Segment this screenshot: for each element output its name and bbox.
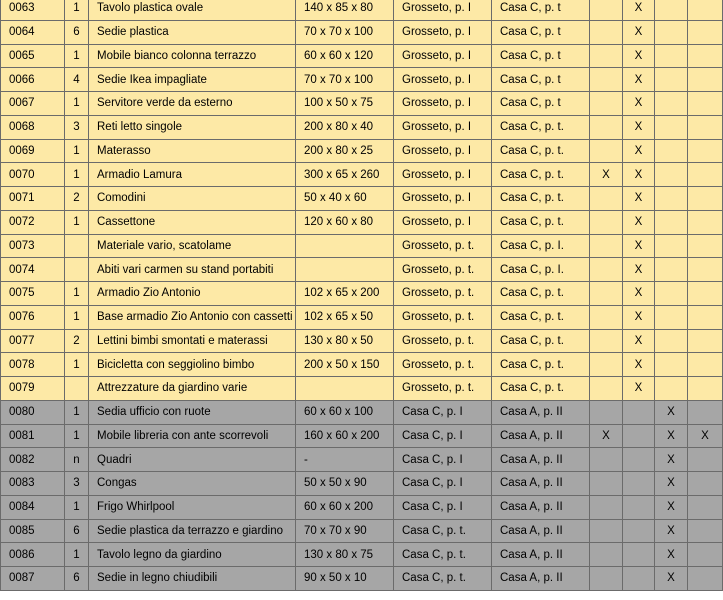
dimensions-cell: 50 x 40 x 60 [296,187,394,211]
table-row [1,567,723,591]
mark-column-1-cell [590,20,623,44]
mark-column-1-cell [590,377,623,401]
origin-location-cell: Casa C, p. I [394,472,492,496]
quantity-cell: 1 [65,495,89,519]
table-row [1,519,723,543]
description-cell: Materiale vario, scatolame [89,234,296,258]
quantity-cell: 1 [65,0,89,20]
quantity-cell: 4 [65,68,89,92]
dimensions-cell: 60 x 60 x 120 [296,44,394,68]
description-cell: Reti letto singole [89,115,296,139]
mark-column-2-cell: X [623,353,655,377]
item-code-cell: 0068 [1,115,65,139]
table-row [1,282,723,306]
mark-column-1-cell [590,353,623,377]
mark-column-3-cell [655,20,688,44]
mark-column-2-cell: X [623,305,655,329]
dimensions-cell: 300 x 65 x 260 [296,163,394,187]
table-row [1,353,723,377]
destination-location-cell: Casa C, p. t. [492,163,590,187]
origin-location-cell: Grosseto, p. t. [394,377,492,401]
destination-location-cell: Casa A, p. II [492,519,590,543]
item-code-cell: 0076 [1,305,65,329]
quantity-cell: 6 [65,519,89,543]
origin-location-cell: Grosseto, p. I [394,44,492,68]
description-cell: Sedie plastica [89,20,296,44]
mark-column-4-cell [688,543,723,567]
mark-column-3-cell [655,234,688,258]
mark-column-1-cell [590,139,623,163]
item-code-cell: 0065 [1,44,65,68]
description-cell: Armadio Lamura [89,163,296,187]
mark-column-2-cell: X [623,68,655,92]
dimensions-cell: 50 x 50 x 90 [296,472,394,496]
origin-location-cell: Grosseto, p. I [394,187,492,211]
dimensions-cell: 120 x 60 x 80 [296,210,394,234]
mark-column-4-cell [688,305,723,329]
mark-column-3-cell [655,139,688,163]
item-code-cell: 0082 [1,448,65,472]
destination-location-cell: Casa A, p. II [492,495,590,519]
item-code-cell: 0063 [1,0,65,20]
description-cell: Sedie in legno chiudibili [89,567,296,591]
mark-column-3-cell [655,68,688,92]
dimensions-cell: 200 x 50 x 150 [296,353,394,377]
item-code-cell: 0085 [1,519,65,543]
mark-column-3-cell: X [655,543,688,567]
dimensions-cell: 70 x 70 x 100 [296,68,394,92]
destination-location-cell: Casa A, p. II [492,567,590,591]
item-code-cell: 0081 [1,424,65,448]
mark-column-2-cell: X [623,187,655,211]
mark-column-2-cell: X [623,163,655,187]
mark-column-4-cell [688,472,723,496]
mark-column-1-cell [590,115,623,139]
table-row [1,495,723,519]
item-code-cell: 0072 [1,210,65,234]
table-row [1,329,723,353]
description-cell: Comodini [89,187,296,211]
mark-column-1-cell [590,495,623,519]
mark-column-1-cell: X [590,163,623,187]
item-code-cell: 0064 [1,20,65,44]
mark-column-1-cell [590,234,623,258]
item-code-cell: 0083 [1,472,65,496]
mark-column-4-cell [688,139,723,163]
description-cell: Tavolo plastica ovale [89,0,296,20]
mark-column-4-cell [688,329,723,353]
mark-column-4-cell [688,353,723,377]
dimensions-cell: 90 x 50 x 10 [296,567,394,591]
mark-column-4-cell [688,163,723,187]
item-code-cell: 0071 [1,187,65,211]
mark-column-4-cell [688,92,723,116]
destination-location-cell: Casa C, p. t. [492,353,590,377]
table-row [1,163,723,187]
mark-column-3-cell [655,210,688,234]
mark-column-2-cell [623,567,655,591]
mark-column-2-cell [623,424,655,448]
mark-column-3-cell [655,44,688,68]
mark-column-4-cell: X [688,424,723,448]
origin-location-cell: Grosseto, p. I [394,68,492,92]
quantity-cell: 1 [65,305,89,329]
destination-location-cell: Casa C, p. t. [492,187,590,211]
origin-location-cell: Grosseto, p. I [394,0,492,20]
mark-column-1-cell [590,210,623,234]
mark-column-4-cell [688,68,723,92]
mark-column-1-cell [590,519,623,543]
quantity-cell: 2 [65,329,89,353]
table-row [1,543,723,567]
quantity-cell: 1 [65,543,89,567]
mark-column-4-cell [688,567,723,591]
mark-column-2-cell: X [623,139,655,163]
mark-column-3-cell [655,92,688,116]
dimensions-cell: 130 x 80 x 50 [296,329,394,353]
mark-column-3-cell [655,258,688,282]
mark-column-2-cell [623,495,655,519]
mark-column-1-cell [590,187,623,211]
mark-column-4-cell [688,115,723,139]
mark-column-1-cell [590,282,623,306]
destination-location-cell: Casa A, p. II [492,400,590,424]
mark-column-4-cell [688,234,723,258]
mark-column-2-cell: X [623,20,655,44]
item-code-cell: 0080 [1,400,65,424]
mark-column-3-cell [655,377,688,401]
item-code-cell: 0067 [1,92,65,116]
item-code-cell: 0073 [1,234,65,258]
destination-location-cell: Casa A, p. II [492,424,590,448]
destination-location-cell: Casa C, p. t. [492,115,590,139]
destination-location-cell: Casa A, p. II [492,543,590,567]
mark-column-4-cell [688,187,723,211]
mark-column-3-cell [655,115,688,139]
mark-column-4-cell [688,495,723,519]
quantity-cell: 1 [65,400,89,424]
mark-column-1-cell [590,44,623,68]
mark-column-2-cell: X [623,234,655,258]
destination-location-cell: Casa C, p. t [492,44,590,68]
table-row [1,92,723,116]
dimensions-cell: 102 x 65 x 50 [296,305,394,329]
mark-column-2-cell: X [623,282,655,306]
quantity-cell: 1 [65,210,89,234]
quantity-cell: 1 [65,92,89,116]
mark-column-3-cell [655,282,688,306]
dimensions-cell: 140 x 85 x 80 [296,0,394,20]
description-cell: Frigo Whirlpool [89,495,296,519]
mark-column-2-cell: X [623,92,655,116]
destination-location-cell: Casa C, p. t [492,68,590,92]
table-row [1,139,723,163]
description-cell: Base armadio Zio Antonio con cassetti [89,305,296,329]
dimensions-cell: - [296,448,394,472]
quantity-cell: 2 [65,187,89,211]
mark-column-1-cell [590,92,623,116]
destination-location-cell: Casa C, p. t. [492,210,590,234]
origin-location-cell: Grosseto, p. I [394,139,492,163]
dimensions-cell [296,234,394,258]
destination-location-cell: Casa C, p. t. [492,377,590,401]
quantity-cell: 3 [65,115,89,139]
dimensions-cell: 60 x 60 x 100 [296,400,394,424]
mark-column-2-cell [623,448,655,472]
mark-column-1-cell [590,68,623,92]
origin-location-cell: Casa C, p. I [394,424,492,448]
table-row [1,234,723,258]
origin-location-cell: Casa C, p. I [394,495,492,519]
origin-location-cell: Grosseto, p. t. [394,282,492,306]
origin-location-cell: Casa C, p. I [394,400,492,424]
origin-location-cell: Casa C, p. I [394,448,492,472]
destination-location-cell: Casa C, p. t [492,92,590,116]
quantity-cell: n [65,448,89,472]
quantity-cell: 3 [65,472,89,496]
mark-column-2-cell: X [623,377,655,401]
description-cell: Bicicletta con seggiolino bimbo [89,353,296,377]
mark-column-3-cell [655,187,688,211]
quantity-cell: 1 [65,282,89,306]
mark-column-1-cell [590,0,623,20]
dimensions-cell: 70 x 70 x 90 [296,519,394,543]
table-row [1,400,723,424]
mark-column-3-cell: X [655,519,688,543]
quantity-cell: 1 [65,139,89,163]
mark-column-3-cell: X [655,472,688,496]
quantity-cell: 1 [65,44,89,68]
dimensions-cell [296,377,394,401]
item-code-cell: 0070 [1,163,65,187]
mark-column-2-cell [623,519,655,543]
description-cell: Mobile bianco colonna terrazzo [89,44,296,68]
mark-column-2-cell: X [623,329,655,353]
inventory-rows [1,0,723,590]
description-cell: Servitore verde da esterno [89,92,296,116]
mark-column-4-cell [688,210,723,234]
dimensions-cell: 200 x 80 x 25 [296,139,394,163]
mark-column-3-cell [655,163,688,187]
mark-column-4-cell [688,400,723,424]
description-cell: Congas [89,472,296,496]
table-row [1,210,723,234]
mark-column-1-cell [590,567,623,591]
item-code-cell: 0077 [1,329,65,353]
item-code-cell: 0075 [1,282,65,306]
destination-location-cell: Casa C, p. t [492,20,590,44]
mark-column-3-cell [655,0,688,20]
mark-column-3-cell [655,353,688,377]
description-cell: Armadio Zio Antonio [89,282,296,306]
description-cell: Lettini bimbi smontati e materassi [89,329,296,353]
mark-column-1-cell [590,400,623,424]
description-cell: Quadri [89,448,296,472]
description-cell: Sedie Ikea impagliate [89,68,296,92]
table-row [1,187,723,211]
mark-column-2-cell: X [623,258,655,282]
origin-location-cell: Casa C, p. t. [394,543,492,567]
quantity-cell: 6 [65,567,89,591]
mark-column-3-cell: X [655,400,688,424]
mark-column-4-cell [688,0,723,20]
item-code-cell: 0087 [1,567,65,591]
destination-location-cell: Casa A, p. II [492,448,590,472]
destination-location-cell: Casa C, p. t. [492,282,590,306]
dimensions-cell: 200 x 80 x 40 [296,115,394,139]
destination-location-cell: Casa C, p. t. [492,139,590,163]
quantity-cell: 1 [65,424,89,448]
origin-location-cell: Grosseto, p. t. [394,234,492,258]
mark-column-3-cell: X [655,567,688,591]
mark-column-4-cell [688,377,723,401]
quantity-cell [65,258,89,282]
mark-column-1-cell [590,543,623,567]
mark-column-3-cell: X [655,424,688,448]
table-row [1,258,723,282]
description-cell: Materasso [89,139,296,163]
dimensions-cell: 130 x 80 x 75 [296,543,394,567]
origin-location-cell: Grosseto, p. I [394,115,492,139]
quantity-cell [65,377,89,401]
table-row [1,44,723,68]
mark-column-4-cell [688,20,723,44]
quantity-cell [65,234,89,258]
mark-column-1-cell: X [590,424,623,448]
table-row [1,68,723,92]
description-cell: Attrezzature da giardino varie [89,377,296,401]
table-row [1,20,723,44]
dimensions-cell: 60 x 60 x 200 [296,495,394,519]
item-code-cell: 0084 [1,495,65,519]
description-cell: Cassettone [89,210,296,234]
table-row [1,0,723,20]
mark-column-3-cell [655,329,688,353]
origin-location-cell: Grosseto, p. t. [394,305,492,329]
origin-location-cell: Grosseto, p. t. [394,329,492,353]
origin-location-cell: Grosseto, p. t. [394,258,492,282]
item-code-cell: 0079 [1,377,65,401]
mark-column-1-cell [590,448,623,472]
item-code-cell: 0069 [1,139,65,163]
dimensions-cell: 100 x 50 x 75 [296,92,394,116]
item-code-cell: 0066 [1,68,65,92]
item-code-cell: 0086 [1,543,65,567]
destination-location-cell: Casa C, p. I. [492,258,590,282]
mark-column-2-cell: X [623,210,655,234]
table-row [1,305,723,329]
quantity-cell: 1 [65,353,89,377]
mark-column-4-cell [688,44,723,68]
quantity-cell: 6 [65,20,89,44]
description-cell: Sedie plastica da terrazzo e giardino [89,519,296,543]
destination-location-cell: Casa C, p. t [492,0,590,20]
quantity-cell: 1 [65,163,89,187]
mark-column-2-cell [623,472,655,496]
dimensions-cell: 160 x 60 x 200 [296,424,394,448]
mark-column-1-cell [590,329,623,353]
table-row [1,424,723,448]
table-row [1,472,723,496]
destination-location-cell: Casa C, p. t. [492,329,590,353]
destination-location-cell: Casa C, p. t. [492,305,590,329]
mark-column-3-cell [655,305,688,329]
mark-column-2-cell [623,400,655,424]
origin-location-cell: Grosseto, p. I [394,20,492,44]
item-code-cell: 0078 [1,353,65,377]
origin-location-cell: Grosseto, p. I [394,210,492,234]
dimensions-cell: 102 x 65 x 200 [296,282,394,306]
description-cell: Sedia ufficio con ruote [89,400,296,424]
description-cell: Mobile libreria con ante scorrevoli [89,424,296,448]
dimensions-cell [296,258,394,282]
mark-column-2-cell: X [623,0,655,20]
destination-location-cell: Casa A, p. II [492,472,590,496]
origin-location-cell: Grosseto, p. t. [394,353,492,377]
mark-column-4-cell [688,258,723,282]
mark-column-1-cell [590,258,623,282]
origin-location-cell: Casa C, p. t. [394,567,492,591]
description-cell: Abiti vari carmen su stand portabiti [89,258,296,282]
table-row [1,377,723,401]
mark-column-4-cell [688,282,723,306]
description-cell: Tavolo legno da giardino [89,543,296,567]
origin-location-cell: Casa C, p. t. [394,519,492,543]
mark-column-2-cell: X [623,115,655,139]
mark-column-2-cell: X [623,44,655,68]
destination-location-cell: Casa C, p. I. [492,234,590,258]
origin-location-cell: Grosseto, p. I [394,163,492,187]
mark-column-2-cell [623,543,655,567]
mark-column-1-cell [590,305,623,329]
mark-column-4-cell [688,448,723,472]
origin-location-cell: Grosseto, p. I [394,92,492,116]
item-code-cell: 0074 [1,258,65,282]
mark-column-3-cell: X [655,448,688,472]
table-row [1,115,723,139]
table-row [1,448,723,472]
mark-column-4-cell [688,519,723,543]
mark-column-1-cell [590,472,623,496]
mark-column-3-cell: X [655,495,688,519]
dimensions-cell: 70 x 70 x 100 [296,20,394,44]
